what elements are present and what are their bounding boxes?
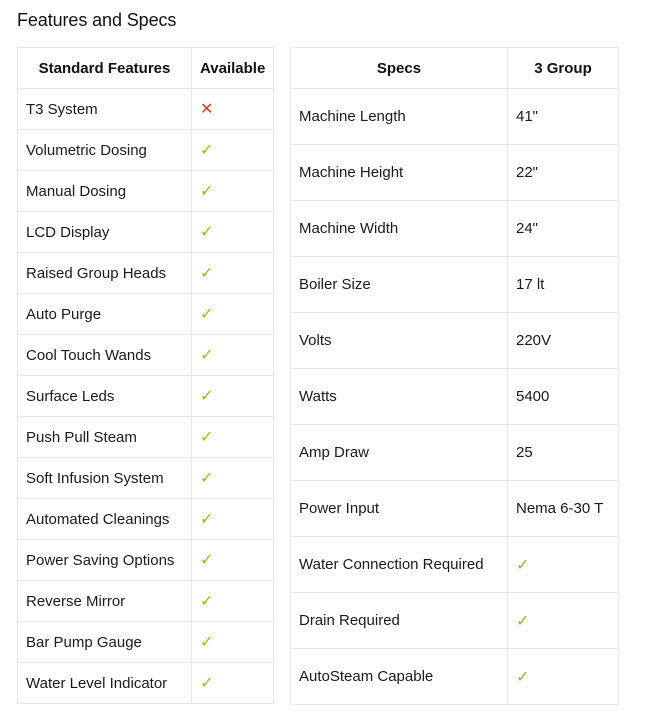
check-icon: ✓ [200,593,214,610]
table-row [291,369,619,425]
check-icon: ✓ [200,224,214,241]
check-icon: ✓ [200,142,214,159]
section-title: Features and Specs [17,10,177,30]
spec-value: 5400 [508,369,619,425]
spec-name: Water Connection Required [291,537,508,593]
feature-name: Water Level Indicator [18,663,192,704]
feature-name: Power Saving Options [18,540,192,581]
feature-availability [192,294,274,335]
feature-name: Automated Cleanings [18,499,192,540]
feature-availability [192,335,274,376]
feature-name: LCD Display [18,212,192,253]
table-row [18,212,274,253]
feature-name: Volumetric Dosing [18,130,192,171]
check-icon: ✓ [200,265,214,282]
spec-value: 41" [508,89,619,145]
spec-name: Machine Width [291,201,508,257]
feature-name: Raised Group Heads [18,253,192,294]
feature-availability [192,622,274,663]
table-row [18,294,274,335]
table-row [291,593,619,649]
spec-name: AutoSteam Capable [291,649,508,705]
feature-availability [192,89,274,130]
specs-header-row [291,48,619,89]
spec-name: Machine Length [291,89,508,145]
check-icon: ✓ [200,306,214,323]
check-icon: ✓ [200,675,214,692]
cross-icon: ✕ [200,101,214,118]
feature-availability [192,376,274,417]
spec-value [508,593,619,649]
feature-availability [192,417,274,458]
check-icon: ✓ [516,612,530,630]
spec-value: 220V [508,313,619,369]
check-icon: ✓ [200,634,214,651]
feature-availability [192,499,274,540]
specs-table [290,47,619,705]
feature-availability [192,253,274,294]
features-header-name: Standard Features [18,48,192,89]
feature-availability [192,458,274,499]
table-row [291,89,619,145]
table-row [291,649,619,705]
spec-value: 24" [508,201,619,257]
specs-header-name: Specs [291,48,508,89]
feature-name: Push Pull Steam [18,417,192,458]
feature-name: Cool Touch Wands [18,335,192,376]
table-row [291,257,619,313]
spec-value [508,649,619,705]
spec-name: Drain Required [291,593,508,649]
spec-value: Nema 6-30 T [508,481,619,537]
spec-value: 17 lt [508,257,619,313]
check-icon: ✓ [200,347,214,364]
table-row [18,335,274,376]
table-row [18,171,274,212]
table-row [18,130,274,171]
check-icon: ✓ [200,511,214,528]
spec-name: Amp Draw [291,425,508,481]
spec-name: Volts [291,313,508,369]
feature-availability [192,130,274,171]
features-table [17,47,274,704]
feature-name: Reverse Mirror [18,581,192,622]
table-row [18,622,274,663]
table-row [291,537,619,593]
check-icon: ✓ [200,429,214,446]
feature-name: Surface Leds [18,376,192,417]
feature-availability [192,663,274,704]
table-row [291,313,619,369]
table-row [291,481,619,537]
feature-name: Bar Pump Gauge [18,622,192,663]
feature-name: T3 System [18,89,192,130]
table-row [18,376,274,417]
specs-header-value: 3 Group [508,48,619,89]
feature-availability [192,212,274,253]
table-row [18,663,274,704]
check-icon: ✓ [200,183,214,200]
spec-value: 25 [508,425,619,481]
table-row [18,417,274,458]
check-icon: ✓ [200,470,214,487]
check-icon: ✓ [516,556,530,574]
features-header-available: Available [192,48,274,89]
check-icon: ✓ [200,388,214,405]
feature-availability [192,581,274,622]
check-icon: ✓ [200,552,214,569]
feature-availability [192,171,274,212]
table-row [18,540,274,581]
feature-name: Manual Dosing [18,171,192,212]
feature-name: Soft Infusion System [18,458,192,499]
spec-name: Machine Height [291,145,508,201]
table-row [18,89,274,130]
table-row [18,499,274,540]
check-icon: ✓ [516,668,530,686]
table-row [18,253,274,294]
spec-name: Watts [291,369,508,425]
table-row [291,425,619,481]
table-row [291,201,619,257]
table-row [18,458,274,499]
spec-name: Power Input [291,481,508,537]
feature-availability [192,540,274,581]
feature-name: Auto Purge [18,294,192,335]
spec-value: 22" [508,145,619,201]
spec-value [508,537,619,593]
table-row [18,581,274,622]
table-row [291,145,619,201]
features-header-row [18,48,274,89]
spec-name: Boiler Size [291,257,508,313]
